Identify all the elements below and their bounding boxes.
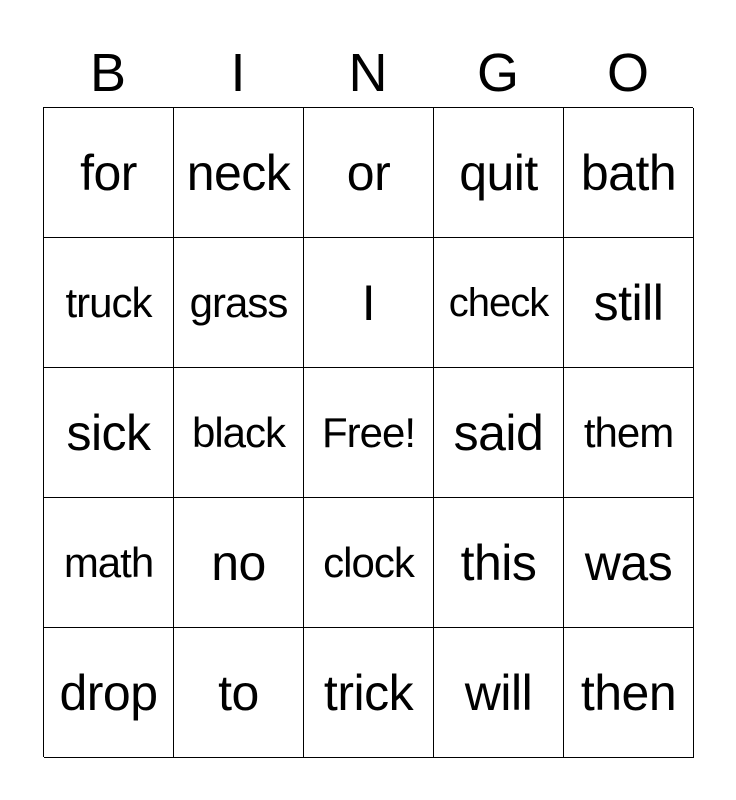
bingo-header [43,40,693,106]
bingo-cell: quit [434,108,564,238]
bingo-cell: math [44,498,174,628]
bingo-cell: for [44,108,174,238]
bingo-cell: still [564,238,694,368]
bingo-cell: then [564,628,694,758]
bingo-cell: truck [44,238,174,368]
bingo-cell: grass [174,238,304,368]
header-letter-n: N [348,43,388,103]
bingo-cell: trick [304,628,434,758]
bingo-cell: was [564,498,694,628]
header-letter-o: O [606,43,649,103]
bingo-board [43,107,693,757]
bingo-cell: clock [304,498,434,628]
bingo-cell: I [304,238,434,368]
bingo-cell: or [304,108,434,238]
bingo-cell: them [564,368,694,498]
bingo-cell: neck [174,108,304,238]
bingo-cell: drop [44,628,174,758]
bingo-cell: no [174,498,304,628]
bingo-cell: check [434,238,564,368]
header-letter-i: I [230,43,246,103]
bingo-cell: said [434,368,564,498]
header-letter-g: G [476,43,519,103]
bingo-cell: sick [44,368,174,498]
bingo-cell: will [434,628,564,758]
bingo-cell: to [174,628,304,758]
bingo-cell: this [434,498,564,628]
bingo-cell: black [174,368,304,498]
header-letter-b: B [89,43,127,103]
free-space-cell: Free! [304,368,434,498]
bingo-cell: bath [564,108,694,238]
